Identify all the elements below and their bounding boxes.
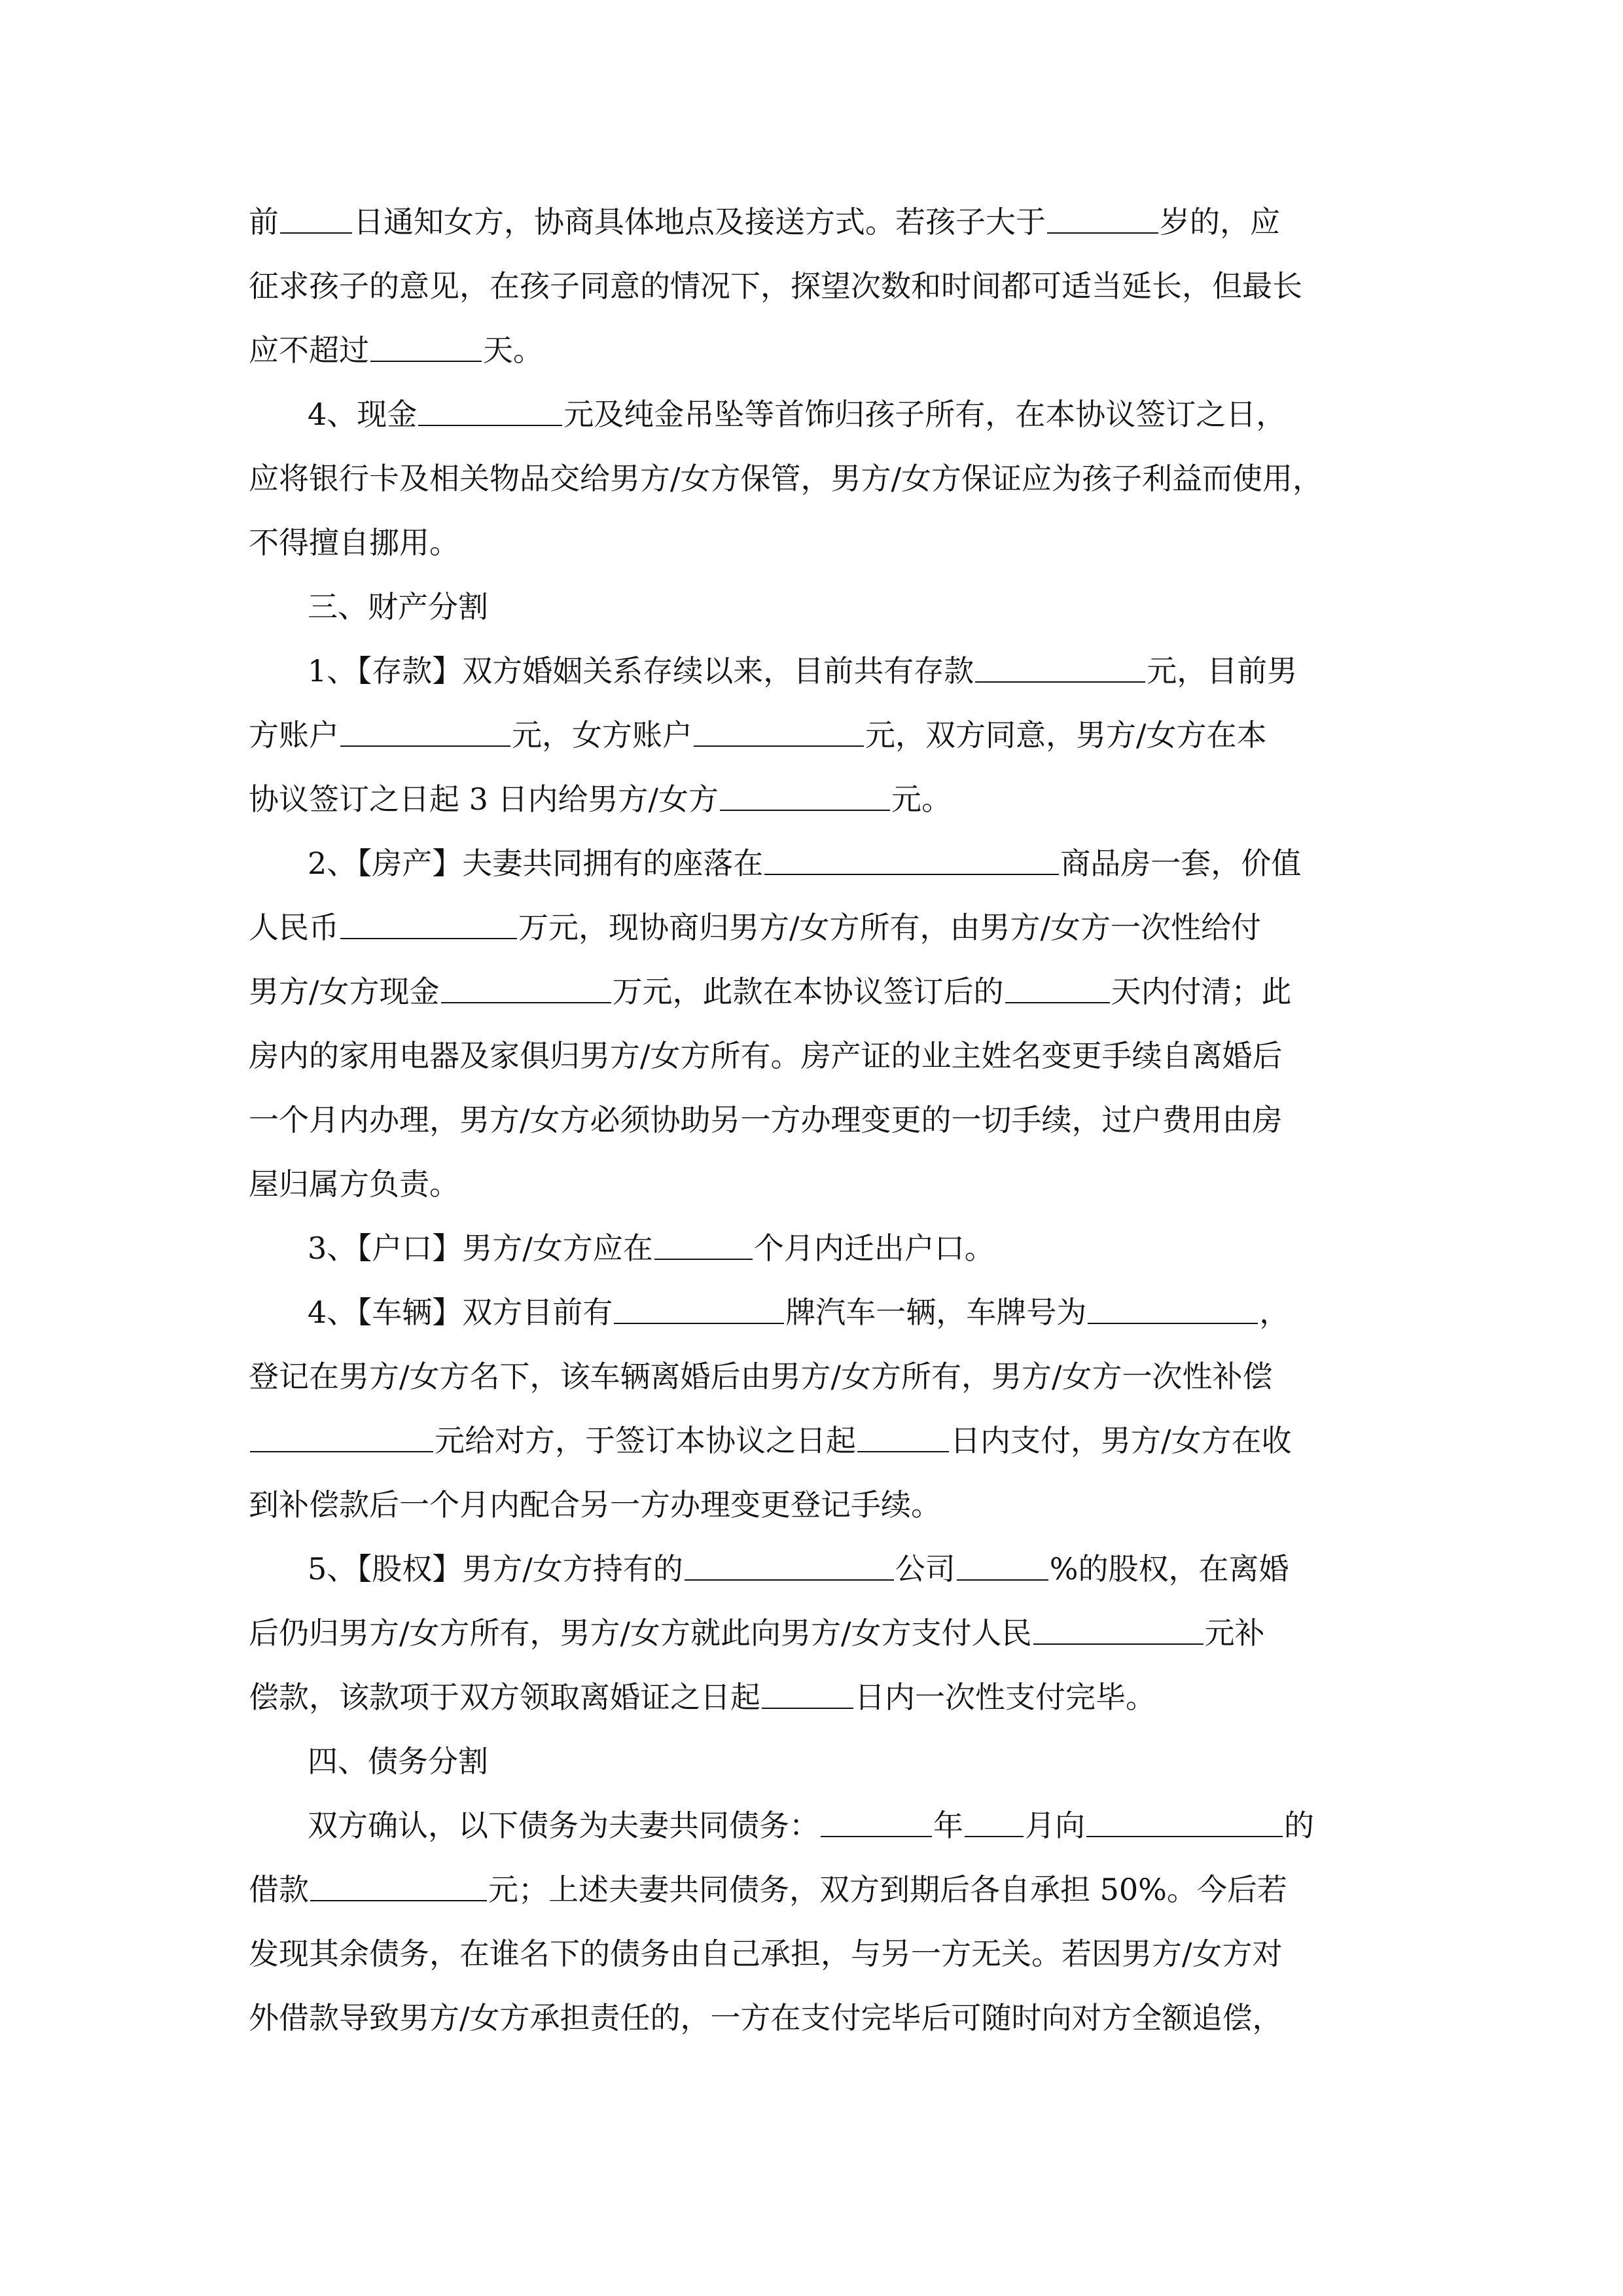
- text-segment: 牌汽车一辆，车牌号为: [785, 1295, 1087, 1330]
- text-segment: 元给对方，于签订本协议之日起: [435, 1423, 856, 1458]
- text-line: [249, 703, 1374, 767]
- text-line: [249, 446, 1374, 511]
- text-segment: 人民币: [249, 910, 339, 945]
- text-line: [249, 511, 1374, 575]
- text-segment: 后仍归男方/女方所有，男方/女方就此向男方/女方支付人民: [249, 1615, 1032, 1651]
- text-segment: 元及纯金吊坠等首饰归孩子所有，在本协议签订之日，: [563, 397, 1287, 432]
- text-segment: 年: [933, 1808, 963, 1843]
- text-segment: 月向: [1025, 1808, 1085, 1843]
- text-segment: 的: [1284, 1808, 1314, 1843]
- text-line: [249, 1986, 1374, 2050]
- text-segment: 三、财产分割: [308, 589, 488, 624]
- text-line: [249, 1408, 1374, 1473]
- fill-in-blank[interactable]: [685, 1553, 894, 1581]
- text-line: [249, 1793, 1374, 1857]
- text-segment: 方账户: [249, 717, 339, 753]
- text-segment: 岁的，应: [1160, 204, 1280, 240]
- text-segment: 5、【股权】男方/女方持有的: [308, 1551, 683, 1587]
- text-segment: 4、【车辆】双方目前有: [308, 1295, 613, 1330]
- text-segment: ，: [1259, 1295, 1290, 1330]
- text-segment: 3、【户口】男方/女方应在: [308, 1230, 653, 1266]
- text-segment: 外借款导致男方/女方承担责任的，一方在支付完毕后可随时向对方全额追偿，: [249, 2000, 1283, 2036]
- fill-in-blank[interactable]: [250, 1425, 433, 1452]
- fill-in-blank[interactable]: [340, 719, 510, 747]
- text-segment: 2、【房产】夫妻共同拥有的座落在: [308, 846, 764, 881]
- text-segment: 日通知女方，协商具体地点及接送方式。若孩子大于: [353, 204, 1046, 240]
- text-line: [249, 1024, 1374, 1088]
- text-segment: 元；上述夫妻共同债务，双方到期后各自承担 50%。今后若: [488, 1872, 1287, 1907]
- fill-in-blank[interactable]: [720, 783, 890, 811]
- text-segment: 商品房一套，价值: [1060, 846, 1302, 881]
- text-line: [249, 895, 1374, 960]
- text-line: [249, 1152, 1374, 1216]
- fill-in-blank[interactable]: [654, 1232, 753, 1260]
- fill-in-blank[interactable]: [310, 1874, 487, 1901]
- fill-in-blank[interactable]: [1005, 976, 1110, 1003]
- text-line: [249, 639, 1374, 703]
- text-segment: 元，目前男: [1147, 653, 1298, 689]
- section-heading: [249, 1729, 1374, 1793]
- text-line: [249, 1601, 1374, 1665]
- fill-in-blank[interactable]: [370, 334, 482, 362]
- fill-in-blank[interactable]: [1033, 1617, 1204, 1645]
- text-segment: 房内的家用电器及家俱归男方/女方所有。房产证的业主姓名变更手续自离婚后: [249, 1038, 1283, 1073]
- fill-in-blank[interactable]: [1047, 206, 1158, 234]
- fill-in-blank[interactable]: [975, 655, 1145, 683]
- text-line: [249, 960, 1374, 1024]
- fill-in-blank[interactable]: [762, 1681, 853, 1709]
- fill-in-blank[interactable]: [957, 1553, 1048, 1581]
- fill-in-blank[interactable]: [694, 719, 864, 747]
- text-segment: 一个月内办理，男方/女方必须协助另一方办理变更的一切手续，过户费用由房: [249, 1102, 1283, 1138]
- text-segment: 元，女方账户: [512, 717, 692, 753]
- fill-in-blank[interactable]: [857, 1425, 949, 1452]
- fill-in-blank[interactable]: [614, 1297, 784, 1324]
- text-segment: 1、【存款】双方婚姻关系存续以来，目前共有存款: [308, 653, 974, 689]
- text-segment: 日内一次性支付完毕。: [855, 1679, 1156, 1715]
- text-line: [249, 190, 1374, 254]
- text-segment: 双方确认，以下债务为夫妻共同债务：: [308, 1808, 819, 1843]
- fill-in-blank[interactable]: [821, 1810, 932, 1837]
- text-segment: 发现其余债务，在谁名下的债务由自己承担，与另一方无关。若因男方/女方对: [249, 1936, 1283, 1971]
- text-line: [249, 318, 1374, 382]
- text-line: [249, 382, 1374, 446]
- section-heading: [249, 575, 1374, 639]
- text-segment: 元补: [1204, 1615, 1265, 1651]
- text-segment: %的股权，在离婚: [1049, 1551, 1289, 1587]
- text-segment: 公司: [895, 1551, 955, 1587]
- text-line: [249, 1088, 1374, 1152]
- text-line: [249, 1344, 1374, 1408]
- text-line: [249, 1857, 1374, 1922]
- text-segment: 屋归属方负责。: [249, 1166, 459, 1202]
- fill-in-blank[interactable]: [340, 912, 517, 939]
- text-segment: 偿款，该款项于双方领取离婚证之日起: [249, 1679, 760, 1715]
- text-line: [249, 1922, 1374, 1986]
- text-segment: 应将银行卡及相关物品交给男方/女方保管，男方/女方保证应为孩子利益而使用，: [249, 461, 1323, 496]
- text-segment: 征求孩子的意见，在孩子同意的情况下，探望次数和时间都可适当延长，但最长: [249, 268, 1302, 304]
- text-segment: 登记在男方/女方名下，该车辆离婚后由男方/女方所有，男方/女方一次性补偿: [249, 1359, 1273, 1394]
- document-page: [249, 190, 1374, 2050]
- text-segment: 万元，现协商归男方/女方所有，由男方/女方一次性给付: [518, 910, 1261, 945]
- text-segment: 日内支付，男方/女方在收: [950, 1423, 1292, 1458]
- text-segment: 个月内迁出户口。: [753, 1230, 995, 1266]
- text-segment: 天内付清；此: [1111, 974, 1292, 1009]
- text-line: [249, 767, 1374, 831]
- text-segment: 借款: [249, 1872, 309, 1907]
- text-line: [249, 1473, 1374, 1537]
- text-segment: 协议签订之日起 3 日内给男方/女方: [249, 781, 719, 817]
- fill-in-blank[interactable]: [1086, 1810, 1283, 1837]
- text-segment: 应不超过: [249, 332, 369, 368]
- fill-in-blank[interactable]: [280, 206, 352, 234]
- text-line: [249, 1537, 1374, 1601]
- text-segment: 万元，此款在本协议签订后的: [612, 974, 1004, 1009]
- text-segment: 不得擅自挪用。: [249, 525, 459, 560]
- fill-in-blank[interactable]: [764, 848, 1059, 875]
- text-line: [249, 831, 1374, 895]
- text-line: [249, 1280, 1374, 1344]
- text-line: [249, 1216, 1374, 1280]
- text-line: [249, 1665, 1374, 1729]
- text-segment: 4、现金: [308, 397, 418, 432]
- text-segment: 男方/女方现金: [249, 974, 440, 1009]
- fill-in-blank[interactable]: [441, 976, 611, 1003]
- text-line: [249, 254, 1374, 318]
- text-segment: 前: [249, 204, 279, 240]
- fill-in-blank[interactable]: [418, 399, 562, 426]
- text-segment: 到补偿款后一个月内配合另一方办理变更登记手续。: [249, 1487, 941, 1522]
- text-segment: 四、债务分割: [308, 1744, 488, 1779]
- text-segment: 天。: [483, 332, 543, 368]
- text-segment: 元。: [891, 781, 952, 817]
- text-segment: 元，双方同意，男方/女方在本: [865, 717, 1267, 753]
- fill-in-blank[interactable]: [965, 1810, 1024, 1837]
- fill-in-blank[interactable]: [1088, 1297, 1258, 1324]
